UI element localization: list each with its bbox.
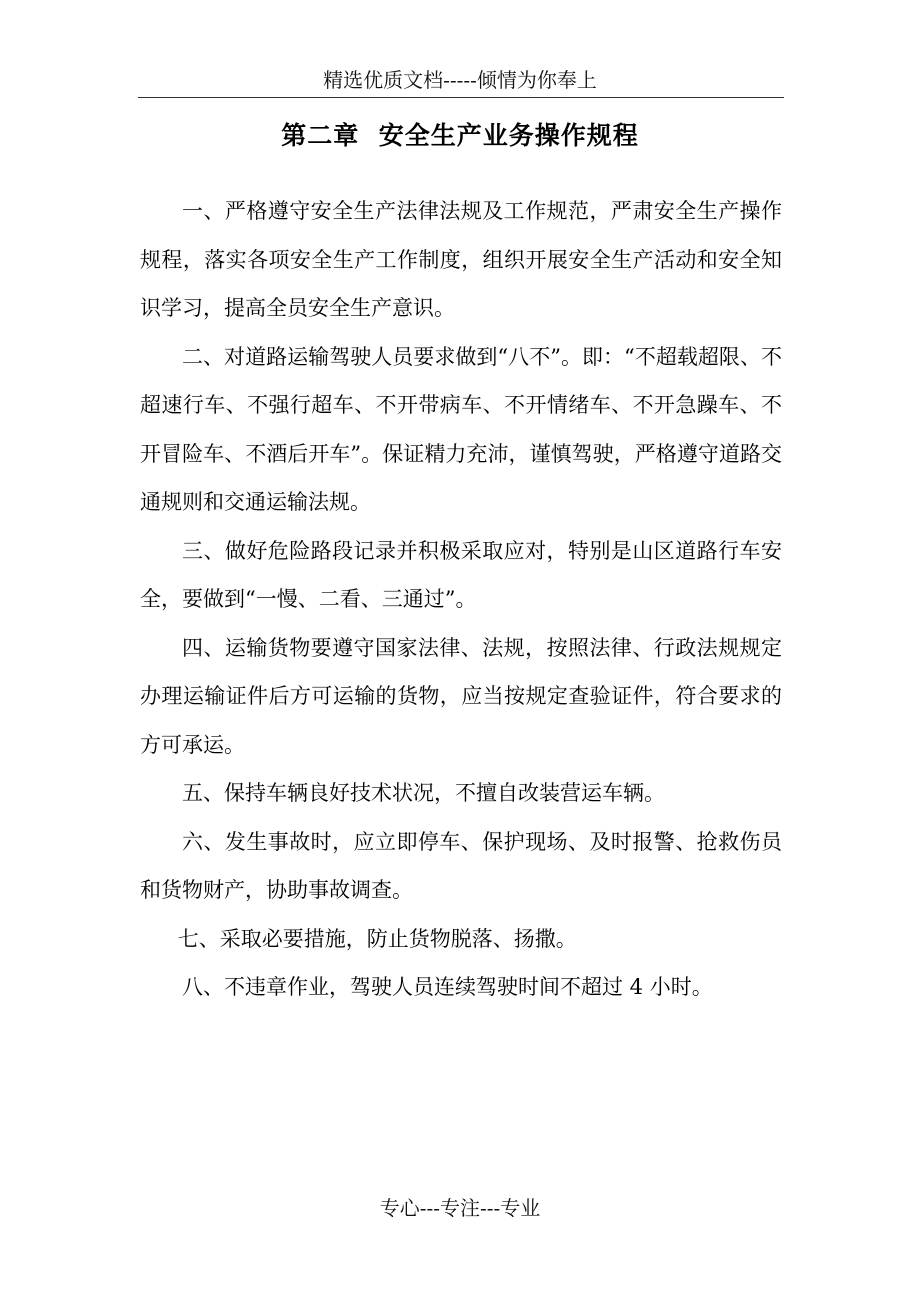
paragraph-5: 五、保持车辆良好技术状况，不擅自改装营运车辆。 <box>182 781 665 805</box>
regulation-body <box>140 187 782 1012</box>
page-header: 精选优质文档-----倾情为你奉上 <box>323 68 597 92</box>
paragraph-8: 八、不违章作业，驾驶人员连续驾驶时间不超过 4 小时。 <box>182 975 713 999</box>
chapter-title: 第二章 安全生产业务操作规程 <box>281 121 639 150</box>
page-footer: 专心---专注---专业 <box>379 1196 541 1220</box>
paragraph-3: 三、做好危险路段记录并积极采取应对，特别是山区道路行车安全，要做到“一慢、二看、三通过”。 <box>140 538 782 611</box>
header-divider <box>138 97 784 98</box>
paragraph-7: 七、采取必要措施，防止货物脱落、扬撒。 <box>177 926 577 951</box>
paragraph-4: 四、运输货物要遵守国家法律、法规，按照法律、行政法规规定办理运输证件后方可运输的货物，应当按规定查验证件，符合要求的方可承运。 <box>140 635 782 757</box>
paragraph-1: 一、严格遵守安全生产法律法规及工作规范，严肃安全生产操作规程，落实各项安全生产工作制度，组织开展安全生产活动和安全知识学习，提高全员安全生产意识。 <box>140 199 782 320</box>
paragraph-6: 六、发生事故时，应立即停车、保护现场、及时报警、抢救伤员和货物财产，协助事故调查。 <box>140 829 782 902</box>
paragraph-2: 二、对道路运输驾驶人员要求做到“八不”。即：“不超载超限、不超速行车、不强行超车、不开带病车、不开情绪车、不开急躁车、不开冒险车、不酒后开车”。保证精力充沛，谨慎驾驶，严格遵守道路交通规则和交通运输法规。 <box>140 344 782 514</box>
